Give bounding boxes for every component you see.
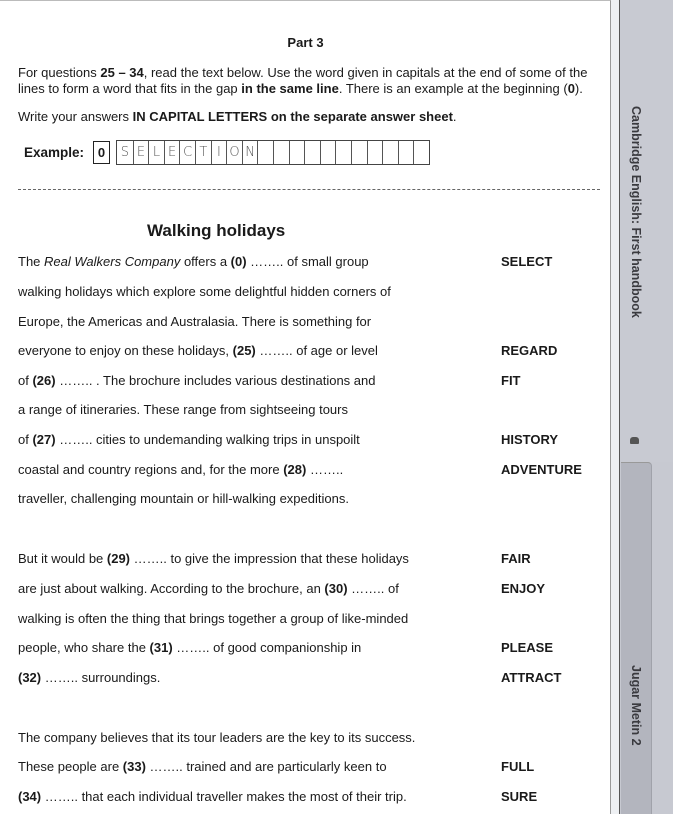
answer-box: C xyxy=(179,141,195,164)
text-line xyxy=(18,670,160,685)
text: …….. trained and are particularly keen to xyxy=(145,759,387,774)
text: …….. cities to undemanding walking trips in unspoilt xyxy=(55,432,360,447)
answer-box: N xyxy=(242,141,258,164)
text-line xyxy=(18,402,348,417)
text: …….. of xyxy=(347,581,399,596)
capital-word: REGARD xyxy=(501,343,558,358)
capital-word: ENJOY xyxy=(501,581,546,596)
text: But it would be xyxy=(18,551,107,566)
answer-box xyxy=(304,141,320,164)
text-line xyxy=(18,759,387,774)
page-edge xyxy=(611,0,620,814)
text: of xyxy=(18,373,33,388)
answer-box xyxy=(335,141,351,164)
text: …….. of age or level xyxy=(255,343,378,358)
instructions xyxy=(18,65,608,97)
bold-text: (30) xyxy=(324,581,348,596)
capital-word: FULL xyxy=(501,759,535,774)
answer-box xyxy=(320,141,336,164)
answer-box xyxy=(413,141,429,164)
capital-word: ATTRACT xyxy=(501,670,562,685)
text: …….. of small group xyxy=(246,254,369,269)
example-label: Example: xyxy=(24,145,85,160)
example-number: 0 xyxy=(93,141,110,164)
answer-box: S xyxy=(120,145,129,160)
text-line xyxy=(18,284,391,299)
answer-box xyxy=(382,141,398,164)
answer-box xyxy=(257,141,273,164)
text-line xyxy=(18,432,360,447)
example-row xyxy=(24,140,430,165)
bold-text: (28) xyxy=(283,462,307,477)
italic-text: Real Walkers Company xyxy=(44,254,181,269)
text: a range of itineraries. These range from sightseeing tours xyxy=(18,402,348,417)
text-line xyxy=(18,730,415,745)
answer-box: L xyxy=(148,141,164,164)
capital-word: FAIR xyxy=(501,551,531,566)
capital-word: HISTORY xyxy=(501,432,559,447)
capital-word: FIT xyxy=(501,373,521,388)
text-line xyxy=(18,254,369,269)
capital-word: PLEASE xyxy=(501,640,554,655)
text-line xyxy=(18,551,409,566)
text-line xyxy=(18,581,399,596)
answer-box xyxy=(367,141,383,164)
answer-instructions xyxy=(18,109,608,125)
text-line xyxy=(18,640,361,655)
sidebar xyxy=(620,0,673,814)
text: . There is an example at the beginning ( xyxy=(338,81,568,96)
text: are just about walking. According to the brochure, an xyxy=(18,581,325,596)
text-title: Walking holidays xyxy=(147,221,286,240)
answer-box xyxy=(398,141,414,164)
answer-box: T xyxy=(195,141,211,164)
tab-cambridge-handbook[interactable] xyxy=(620,0,673,462)
text: people, who share the xyxy=(18,640,150,655)
text: Write your answers xyxy=(18,109,133,124)
answer-boxes xyxy=(116,140,430,165)
text: of xyxy=(18,432,33,447)
answer-box xyxy=(273,141,289,164)
text-line xyxy=(18,343,378,358)
text: offers a xyxy=(180,254,231,269)
answer-box: O xyxy=(226,141,242,164)
part-title: Part 3 xyxy=(287,35,324,50)
bold-text: (26) xyxy=(32,373,56,388)
tab-jugar-metin[interactable] xyxy=(621,462,652,814)
text: coastal and country regions and, for the more xyxy=(18,462,284,477)
bold-text: (27) xyxy=(32,432,56,447)
capital-word: SELECT xyxy=(501,254,553,269)
bold-text: (33) xyxy=(122,759,146,774)
capital-word: SURE xyxy=(501,789,538,804)
bold-text: (32) xyxy=(18,670,42,685)
text: …….. xyxy=(306,462,344,477)
tab-label: Jugar Metin 2 xyxy=(629,665,643,746)
lock-icon xyxy=(630,437,639,444)
bold-text: (0) xyxy=(230,254,247,269)
text: These people are xyxy=(18,759,123,774)
bold-text: IN CAPITAL LETTERS on the separate answer sheet xyxy=(132,109,453,124)
bold-text: (29) xyxy=(106,551,131,566)
text: ). xyxy=(574,81,583,96)
answer-box: I xyxy=(211,141,227,164)
text: everyone to enjoy on these holidays, xyxy=(18,343,233,358)
text: walking holidays which explore some delightful hidden corners of xyxy=(18,284,391,299)
text-line xyxy=(18,314,371,329)
answer-box xyxy=(351,141,367,164)
text-line xyxy=(18,789,407,804)
text-line xyxy=(18,491,349,506)
bold-text: 25 – 34 xyxy=(100,65,144,80)
bold-text: in the same line xyxy=(241,81,339,96)
answer-box xyxy=(289,141,305,164)
text: Europe, the Americas and Australasia. There is something for xyxy=(18,314,372,329)
text: traveller, challenging mountain or hill-walking expeditions. xyxy=(18,491,349,506)
capital-word: ADVENTURE xyxy=(501,462,582,477)
tab-label: Cambridge English: First handbook xyxy=(629,106,643,318)
text: …….. of good companionship in xyxy=(172,640,362,655)
text-line xyxy=(18,611,408,626)
text: The xyxy=(18,254,45,269)
divider xyxy=(18,189,600,190)
bold-text: 0 xyxy=(567,81,575,96)
bold-text: (34) xyxy=(18,789,42,804)
text: , read the text below. Use the word given in capitals at the end of some of the lines to form a word that fits in the gap xyxy=(18,65,588,96)
bold-text: (25) xyxy=(232,343,256,358)
text: For questions xyxy=(18,65,101,80)
text: …….. to give the impression that these holidays xyxy=(130,551,409,566)
text: . xyxy=(452,109,457,124)
answer-box: E xyxy=(164,141,180,164)
text-line xyxy=(18,462,343,477)
bold-text: (31) xyxy=(149,640,173,655)
text: …….. that each individual traveller makes the most of their trip. xyxy=(41,789,407,804)
text: …….. surroundings. xyxy=(41,670,161,685)
text: walking is often the thing that brings together a group of like-minded xyxy=(18,611,409,626)
answer-box: E xyxy=(133,141,149,164)
text: The company believes that its tour leaders are the key to its success. xyxy=(18,730,416,745)
text-line xyxy=(18,373,375,388)
text: …….. . The brochure includes various destinations and xyxy=(55,373,376,388)
